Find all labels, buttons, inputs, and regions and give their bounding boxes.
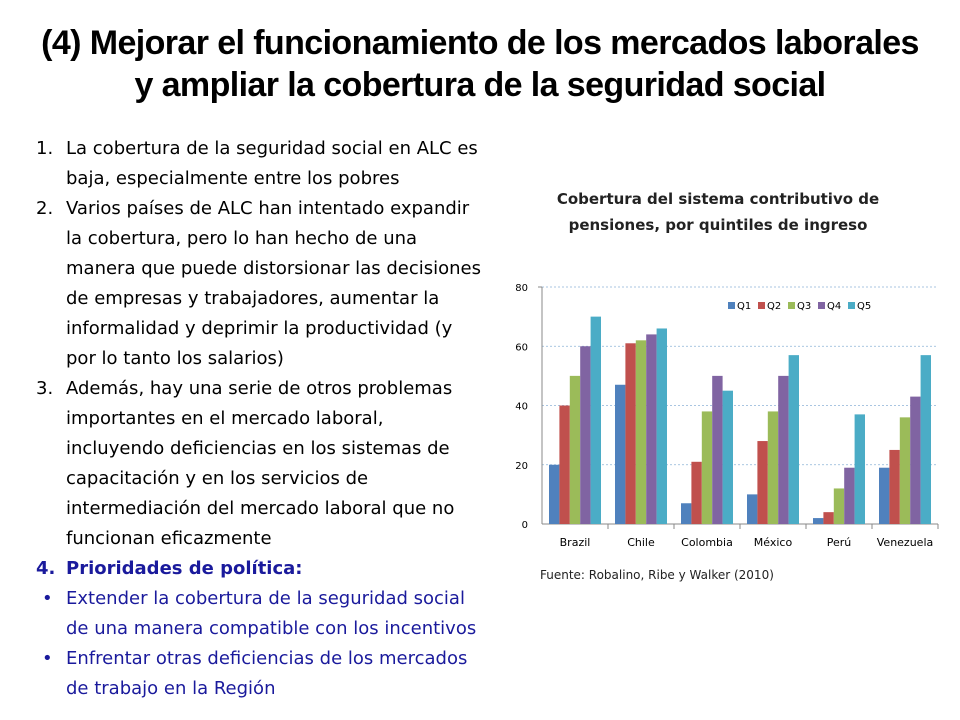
bar-q5 <box>921 355 931 524</box>
bar-q1 <box>681 503 691 524</box>
bar-q4 <box>778 376 788 524</box>
legend-label: Q4 <box>827 301 842 312</box>
point-text: La cobertura de la seguridad social en ALC es baja, especialmente entre los pobres <box>66 138 478 189</box>
bar-q3 <box>900 417 910 524</box>
bullet-icon: • <box>42 588 53 609</box>
bar-q3 <box>702 411 712 524</box>
bar-q3 <box>636 340 646 524</box>
legend-label: Q2 <box>767 301 782 312</box>
y-tick-label: 20 <box>515 460 528 472</box>
x-tick-label: México <box>753 536 793 549</box>
bar-q4 <box>580 346 590 524</box>
point-text: Prioridades de política: <box>66 558 303 579</box>
point-number: 1. <box>36 138 54 159</box>
bar-q2 <box>625 343 635 524</box>
slide-title-line-1: (4) Mejorar el funcionamiento de los mercados laborales <box>41 24 919 62</box>
bar-q1 <box>879 468 889 524</box>
bar-q4 <box>844 468 854 524</box>
legend-label: Q3 <box>797 301 812 312</box>
legend-label: Q1 <box>737 301 752 312</box>
x-tick-label: Perú <box>826 536 852 549</box>
bar-q3 <box>768 411 778 524</box>
slide-title-line-2: y ampliar la cobertura de la seguridad social <box>134 66 826 104</box>
bar-q2 <box>559 406 569 525</box>
bar-q2 <box>691 462 701 524</box>
bar-q5 <box>855 414 865 524</box>
sub-point-text: Enfrentar otras deficiencias de los mercados de trabajo en la Región <box>66 648 468 699</box>
bar-q5 <box>591 317 601 524</box>
bar-q3 <box>570 376 580 524</box>
bar-q5 <box>657 328 667 524</box>
legend-swatch <box>758 302 765 309</box>
bar-q4 <box>910 397 920 524</box>
legend-swatch <box>728 302 735 309</box>
bar-q2 <box>823 512 833 524</box>
point-text: Varios países de ALC han intentado expandir la cobertura, pero lo han hecho de una manera que puede distorsionar las decisiones de empresas y trabajadores, aumentar la informalidad y deprimir la productividad (y por lo tanto los salarios) <box>66 198 481 369</box>
sub-point-text: Extender la cobertura de la seguridad social de una manera compatible con los incentivos <box>66 588 477 639</box>
chart-source: Fuente: Robalino, Ribe y Walker (2010) <box>540 568 774 582</box>
legend-swatch <box>848 302 855 309</box>
point-number: 4. <box>36 558 56 579</box>
legend-swatch <box>788 302 795 309</box>
legend-swatch <box>818 302 825 309</box>
point-text: Además, hay una serie de otros problemas importantes en el mercado laboral, incluyendo deficiencias en los sistemas de capacitación y en los servicios de intermediación del mercado laboral que no funcionan eficazmente <box>66 378 455 549</box>
y-tick-label: 60 <box>515 342 528 354</box>
bar-q1 <box>747 494 757 524</box>
bar-q3 <box>834 488 844 524</box>
bar-q4 <box>712 376 722 524</box>
chart-title: Cobertura del sistema contributivo de pensiones, por quintiles de ingreso <box>556 190 880 234</box>
y-tick-label: 0 <box>521 520 528 531</box>
bar-q5 <box>723 391 733 524</box>
point-number: 3. <box>36 378 54 399</box>
y-tick-label: 80 <box>515 283 528 294</box>
bar-q5 <box>789 355 799 524</box>
bullet-icon: • <box>42 648 53 669</box>
bar-q2 <box>889 450 899 524</box>
bar-q2 <box>757 441 767 524</box>
bar-q1 <box>549 465 559 524</box>
x-tick-label: Chile <box>627 536 655 549</box>
y-tick-label: 40 <box>515 401 528 413</box>
bar-q4 <box>646 334 656 524</box>
bar-q1 <box>813 518 823 524</box>
point-number: 2. <box>36 198 54 219</box>
x-tick-label: Venezuela <box>876 536 934 549</box>
legend-label: Q5 <box>857 301 872 312</box>
bar-q1 <box>615 385 625 524</box>
x-tick-label: Brazil <box>559 536 591 549</box>
x-tick-label: Colombia <box>681 536 733 549</box>
